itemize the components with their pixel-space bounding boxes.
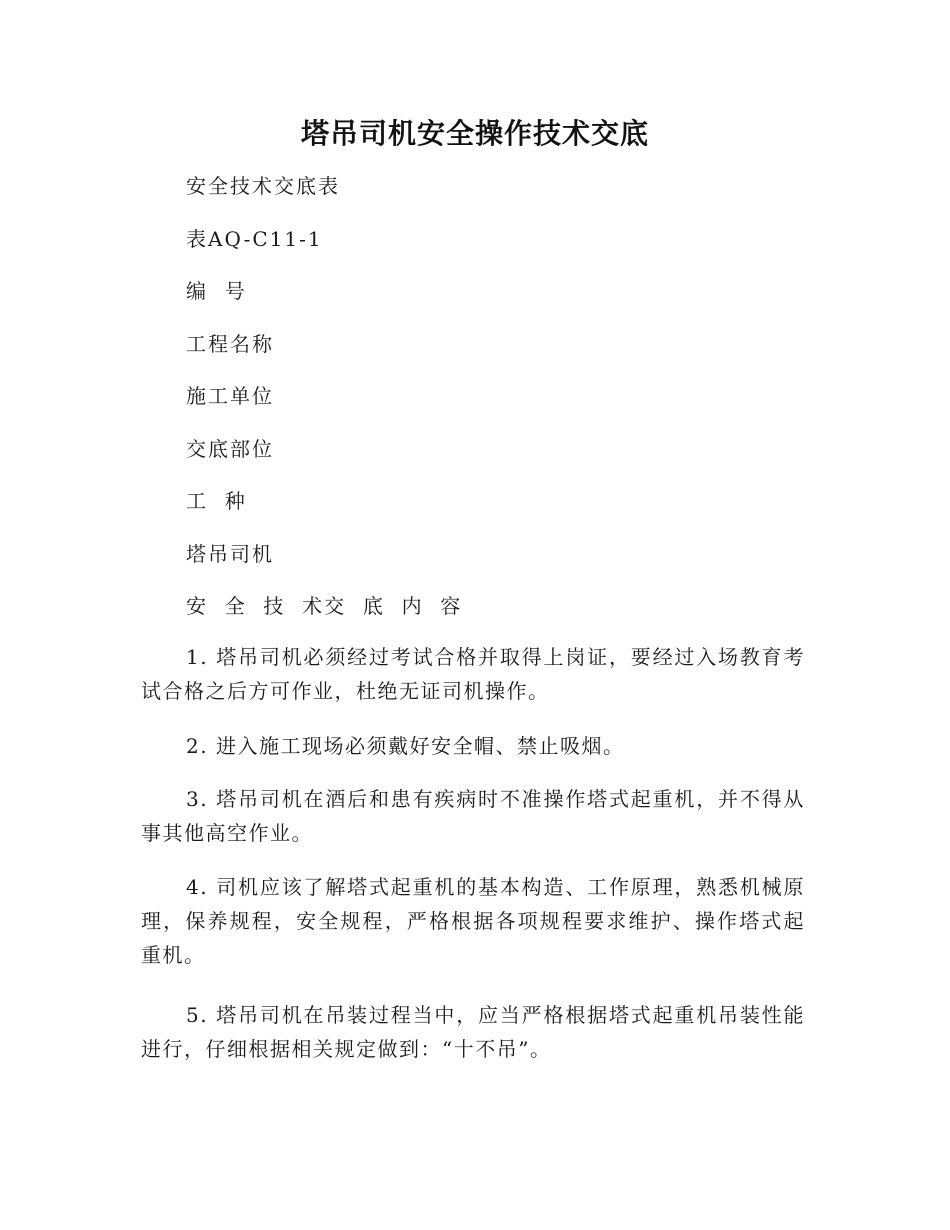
briefing-item-5: 5. 塔吊司机在吊装过程当中，应当严格根据塔式起重机吊装性能进行，仔细根据相关规定做到：“十不吊”。 [141, 1003, 805, 1061]
briefing-item-2: 2. 进入施工现场必须戴好安全帽、禁止吸烟。 [186, 734, 625, 758]
briefing-content-heading: 安 全 技 术交 底 内 容 [186, 594, 463, 618]
document-title: 塔吊司机安全操作技术交底 [300, 117, 649, 150]
briefing-location-label: 交底部位 [186, 437, 274, 461]
form-name-line: 安全技术交底表 [186, 174, 340, 198]
construction-unit-label: 施工单位 [186, 384, 274, 408]
job-type-value: 塔吊司机 [186, 542, 274, 566]
serial-number-label: 编 号 [186, 279, 247, 303]
job-type-label: 工 种 [186, 489, 247, 513]
briefing-item-1: 1. 塔吊司机必须经过考试合格并取得上岗证，要经过入场教育考试合格之后方可作业，杜绝无证司机操作。 [141, 645, 805, 703]
briefing-item-4: 4. 司机应该了解塔式起重机的基本构造、工作原理，熟悉机械原理，保养规程，安全规程，严格根据各项规程要求维护、操作塔式起重机。 [141, 875, 805, 967]
project-name-label: 工程名称 [186, 332, 274, 356]
briefing-item-3: 3. 塔吊司机在酒后和患有疾病时不准操作塔式起重机，并不得从事其他高空作业。 [141, 787, 805, 845]
form-code-line: 表AQ-C11-1 [186, 227, 323, 251]
